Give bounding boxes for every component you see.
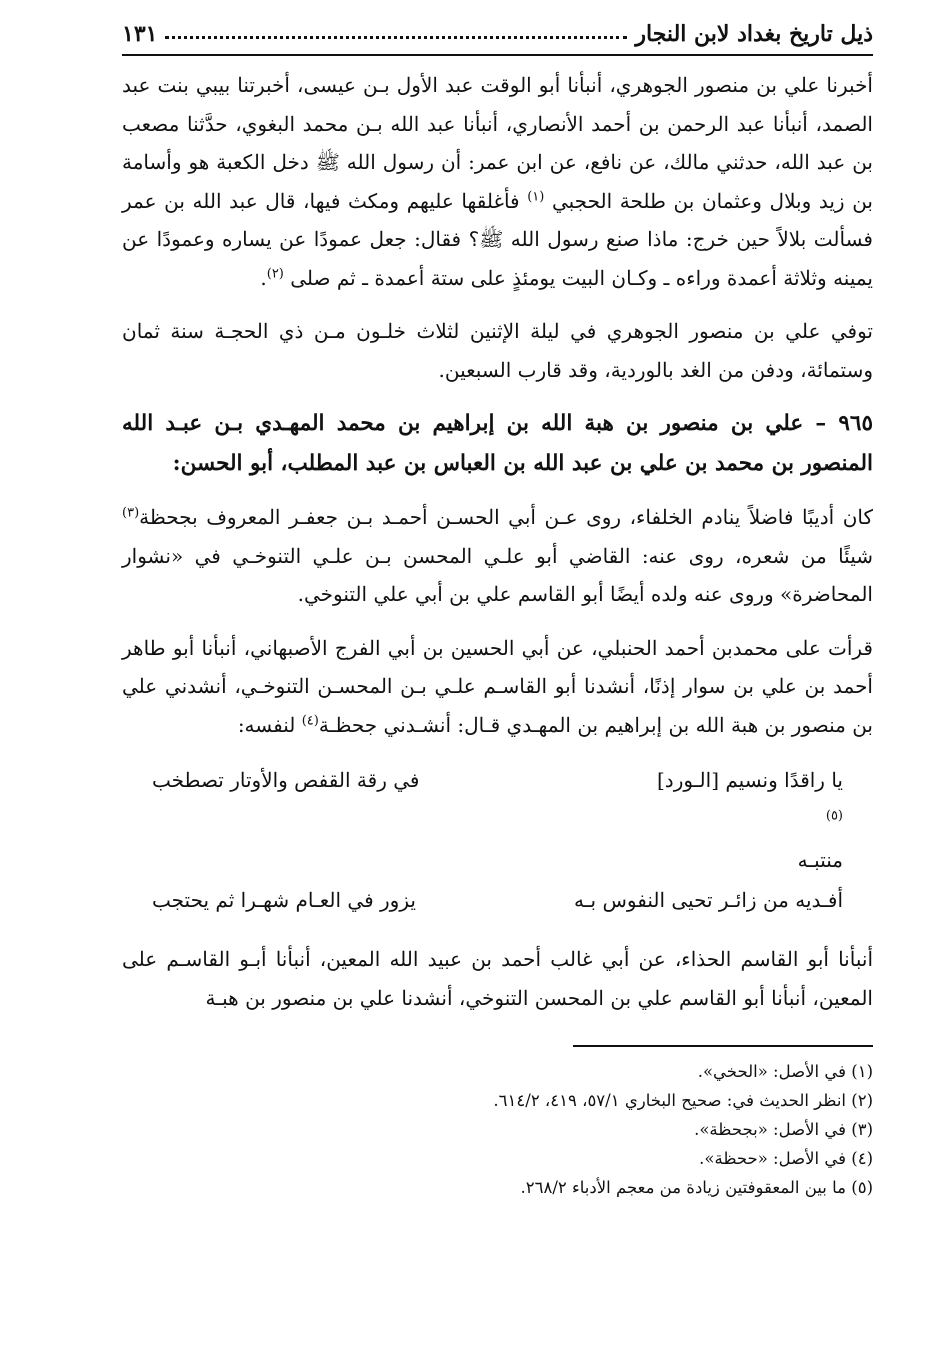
paragraph-text: كان أديبًا فاضلاً ينادم الخلفاء، روى عـن أبي الحسـن أحمـد بـن جعفـر المعروف بجحظة <box>139 505 873 529</box>
entry-heading: ٩٦٥ – علي بن منصور بن هبة الله بن إبراهيم بن محمد المهـدي بـن عبـد الله المنصور بن محمد بن علي بن عبد الله بن العباس بن عبد المطلب، أبو الحسن: <box>122 411 873 476</box>
hemistich-text: منتبـه <box>797 848 843 872</box>
poem-verse <box>152 760 843 880</box>
paragraph-text: أخبرنا علي بن منصور الجوهري، أنبأنا أبو الوقت عبد الأول بـن عيسى، أخبرتنا بيبي بنت عبد الصمد، أنبأنا عبد الرحمن بن أحمد الأنصاري، أنبأنا عبد الله بـن محمد البغوي، حدَّثنا مصعب بن عبد الله، حدثني مالك، عن نافع، عن ابن عمر: أن رسول الله ﷺ دخل الكعبة هو وأسامة بن زيد وبلال وعثمان بن طلحة الحجبي <box>122 73 873 213</box>
footnote: (٥) ما بين المعقوفتين زيادة من معجم الأدباء ٢٦٨/٢. <box>520 1178 873 1197</box>
footnote-ref: (٤) <box>301 712 319 728</box>
poem <box>152 760 843 920</box>
footnote-ref: (٣) <box>122 505 140 521</box>
chain-paragraph <box>122 629 873 745</box>
poem-verse <box>152 880 843 920</box>
footnote-divider <box>573 1045 873 1047</box>
death-note-paragraph: توفي علي بن منصور الجوهري في ليلة الإثنين لثلاث خلـون مـن ذي الحجـة سنة ثمان وستمائة، ودفن من الغد بالوردية، وقد قارب السبعين. <box>122 319 873 382</box>
paragraph-text: قرأت على محمدبن أحمد الحنبلي، عن أبي الحسين بن أبي الفرج الأصبهاني، أنبأنا أبو طاهر أحمد بن علي بن سوار إذنًا، أنشدنا أبو القاسـم علـي بـن المحسـن التنوخـي، أنشدني علي بن منصور بن هبة الله بن إبراهيم بن المهـدي قـال: أنشـدني جحظـة <box>122 635 873 737</box>
running-header <box>122 14 873 56</box>
paragraph-text: فأغلقها عليهم ومكث فيها، قال عبد الله بن عمر فسألت بلالاً حين خرج: ماذا صنع رسول الله ﷺ؟ فقال: جعل عمودًا عن يساره وعمودًا عن يمينه وثلاثة أعمدة وراءه ـ وكـان البيت يومئذٍ على ستة أعمدة ـ ثم صلى <box>122 188 873 290</box>
footnote: (١) في الأصل: «الحخي». <box>697 1062 873 1081</box>
paragraph-text: لنفسه: <box>237 712 302 737</box>
footnotes <box>122 1057 873 1202</box>
paragraph-text: شيئًا من شعره، روى عنه: القاضي أبو علـي المحسن بـن علـي التنوخـي في «نشوار المحاضرة» وروى عنه ولده أيضًا أبو القاسم علي بن أبي علي التنوخي. <box>122 543 873 606</box>
verse-second-hemistich: يزور في العـام شهـرا ثم يحتجب <box>152 888 416 912</box>
verse-first-hemistich: أفـديه من زائـر تحيى النفوس بـه <box>573 888 843 912</box>
footnote-ref: (١) <box>527 188 545 204</box>
header-dot-leader <box>165 29 627 39</box>
footnote-ref: (٥) <box>825 808 843 824</box>
paragraph-text: . <box>260 265 267 290</box>
footnote: (٢) انظر الحديث في: صحيح البخاري ٥٧/١، ٤١٩، ٦١٤/٢. <box>493 1091 873 1110</box>
main-text <box>122 66 873 1017</box>
verse-second-hemistich: في رقة القفص والأوتار تصطخب <box>152 768 420 792</box>
header-title: ذيل تاريخ بغداد لابن النجار <box>635 21 873 47</box>
hemistich-text: يا راقدًا ونسيم [الـورد] <box>657 768 843 792</box>
footnote: (٤) في الأصل: «ححظة». <box>699 1149 873 1168</box>
hadith-paragraph <box>122 66 873 297</box>
biography-paragraph <box>122 498 873 614</box>
page-number: ١٣١ <box>122 21 158 47</box>
footnote-ref: (٢) <box>266 265 284 281</box>
verse-first-hemistich <box>657 760 843 880</box>
chain-paragraph-2: أنبأنا أبو القاسم الحذاء، عن أبي غالب أحمد بن عبيد الله المعين، أنبأنا أبـو القاسـم على المعين، أنبأنا أبو القاسم علي بن المحسن التنوخي، أنشدنا علي بن منصور بن هبـة <box>122 947 873 1010</box>
footnote: (٣) في الأصل: «بجحظة». <box>694 1120 873 1139</box>
